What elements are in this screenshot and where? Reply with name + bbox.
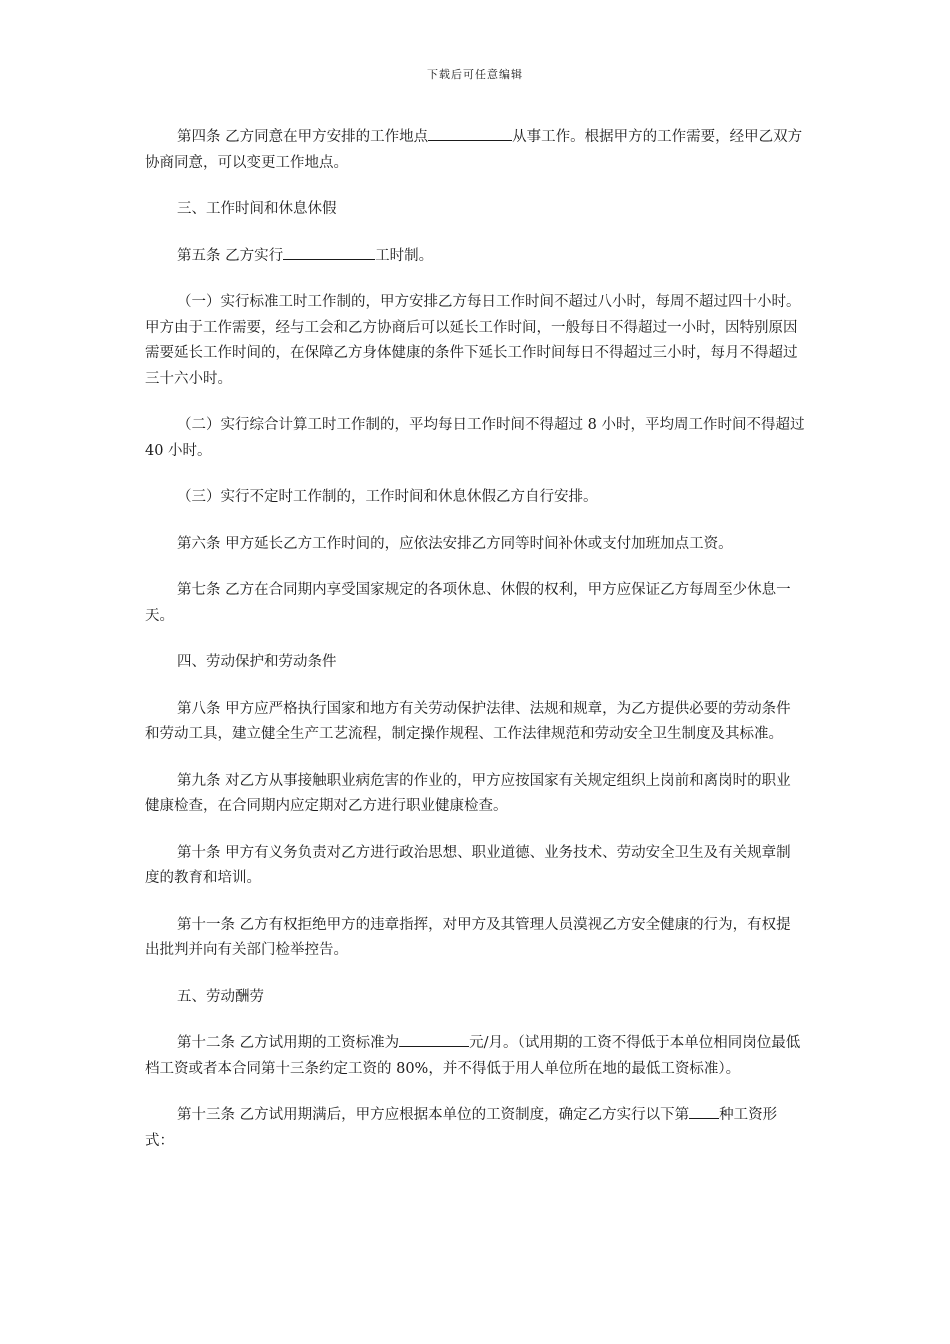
article-6: 第六条 甲方延长乙方工作时间的，应依法安排乙方同等时间补休或支付加班加点工资。 xyxy=(177,535,733,552)
article-5 xyxy=(145,244,805,270)
section-4-heading: 四、劳动保护和劳动条件 xyxy=(177,654,337,670)
text: 第十二条 乙方试用期的工资标准为 xyxy=(177,1035,400,1051)
page-header: 下载后可任意编辑 xyxy=(427,68,523,81)
article-4 xyxy=(145,125,805,176)
text: 第五条 乙方实行 xyxy=(177,247,284,264)
wage-form-blank xyxy=(689,1104,719,1119)
text: 工时制。 xyxy=(375,247,434,264)
section-3-heading: 三、工作时间和休息休假 xyxy=(177,201,337,217)
hours-system-blank xyxy=(283,245,375,260)
article-5-item-3: （三）实行不定时工作制的，工作时间和休息休假乙方自行安排。 xyxy=(177,489,598,505)
article-5-item-2: （二）实行综合计算工时工作制的，平均每日工作时间不得超过 8 小时，平均周工作时间不得超过 40 小时。 xyxy=(145,417,805,459)
text: 元/月。（试用期的工资不得低于本单位相同岗位最低档工资或者本合同第十三条约定工资的 80%，并不得低于用人单位所在地的最低工资标准）。 xyxy=(145,1035,801,1077)
article-5-item-1: （一）实行标准工时工作制的，甲方安排乙方每日工作时间不超过八小时，每周不超过四十小时。甲方由于工作需要，经与工会和乙方协商后可以延长工作时间，一般每日不得超过一小时，因特别原因需要延长工作时间的，在保障乙方身体健康的条件下延长工作时间每日不得超过三小时，每月不得超过三十六小时。 xyxy=(145,294,801,387)
article-7: 第七条 乙方在合同期内享受国家规定的各项休息、休假的权利，甲方应保证乙方每周至少休息一天。 xyxy=(145,582,791,624)
section-5-heading: 五、劳动酬劳 xyxy=(177,988,264,1005)
article-8: 第八条 甲方应严格执行国家和地方有关劳动保护法律、法规和规章，为乙方提供必要的劳动条件和劳动工具，建立健全生产工艺流程，制定操作规程、工作法律规范和劳动安全卫生制度及其标准。 xyxy=(145,700,791,742)
article-11: 第十一条 乙方有权拒绝甲方的违章指挥，对甲方及其管理人员漠视乙方安全健康的行为，有权提出批判并向有关部门检举控告。 xyxy=(145,916,791,958)
probation-wage-blank xyxy=(399,1032,469,1047)
text: 第四条 乙方同意在甲方安排的工作地点 xyxy=(177,129,429,145)
article-12 xyxy=(145,1031,805,1082)
workplace-blank xyxy=(428,126,512,141)
text: 种工资形式： xyxy=(145,1107,778,1149)
document-body xyxy=(145,125,805,1175)
article-13 xyxy=(145,1103,805,1154)
article-10: 第十条 甲方有义务负责对乙方进行政治思想、职业道德、业务技术、劳动安全卫生及有关规章制度的教育和培训。 xyxy=(145,844,791,886)
article-9: 第九条 对乙方从事接触职业病危害的作业的，甲方应按国家有关规定组织上岗前和离岗时的职业健康检查，在合同期内应定期对乙方进行职业健康检查。 xyxy=(145,772,791,814)
text: 第十三条 乙方试用期满后，甲方应根据本单位的工资制度，确定乙方实行以下第 xyxy=(177,1107,690,1123)
text: 从事工作。根据甲方的工作需要，经甲乙双方协商同意，可以变更工作地点。 xyxy=(145,129,803,171)
